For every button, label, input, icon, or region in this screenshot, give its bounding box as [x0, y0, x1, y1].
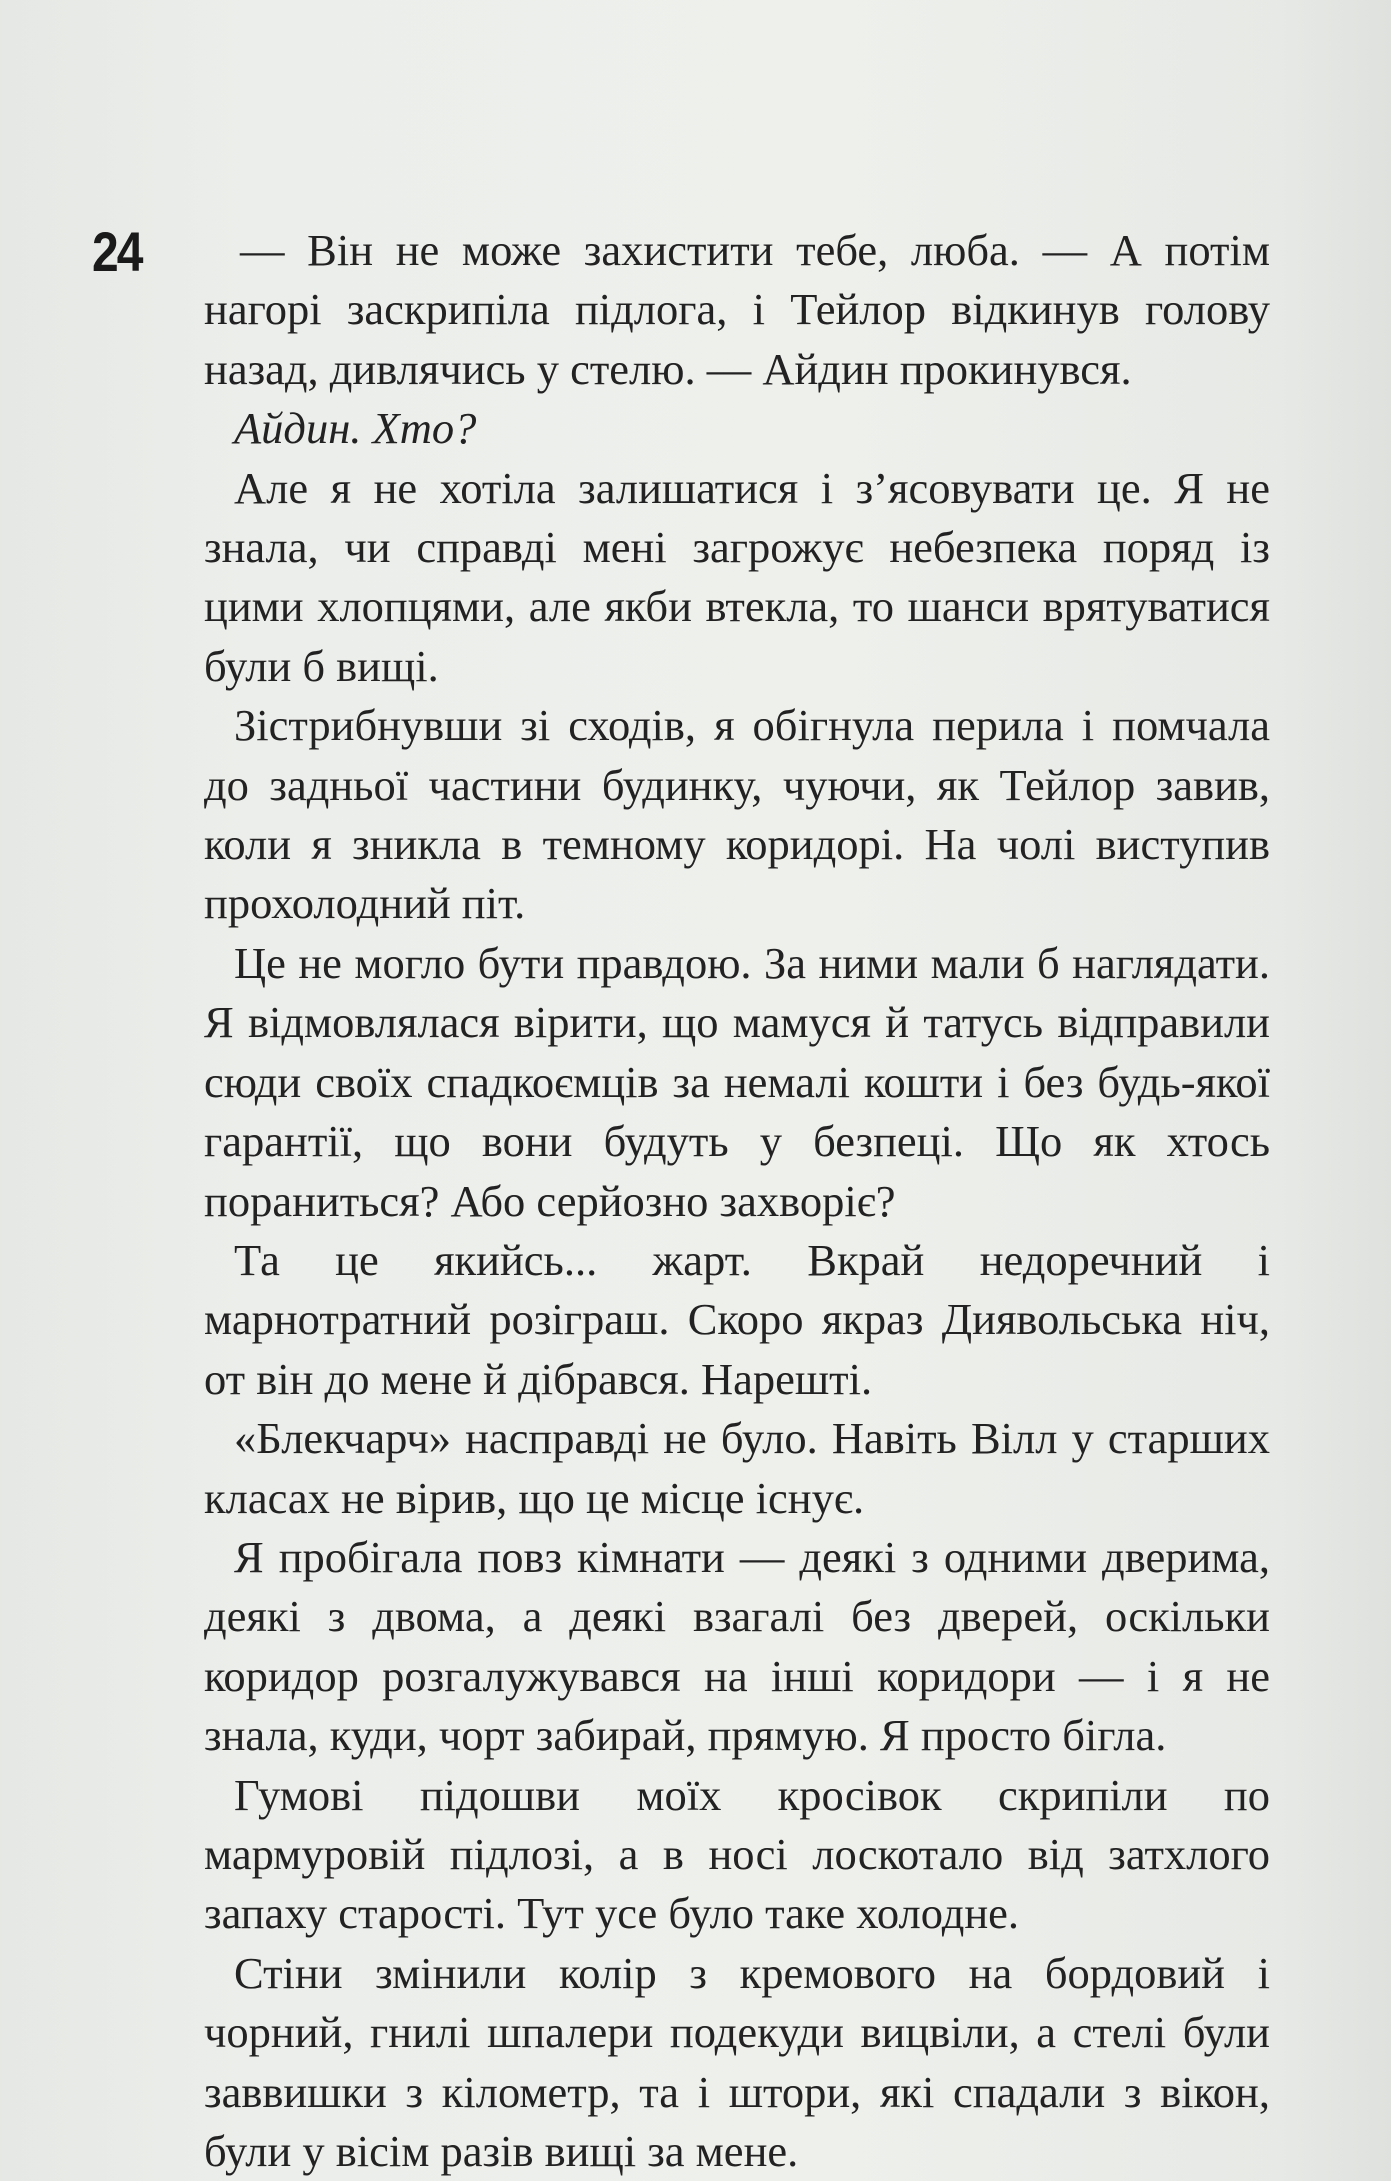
paragraph: — Він не може захистити тебе, люба. — А потім нагорі заскрипіла підлога, і Тейлор відкинув голову назад, дивлячись у стелю. — Айдин прокинувся.	[204, 225, 1270, 394]
body-text	[204, 221, 1270, 2181]
paragraph: Айдин. Хто?	[234, 403, 477, 454]
page-number: 24	[92, 222, 142, 284]
paragraph: Це не могло бути правдою. За ними мали б наглядати. Я відмовлялася вірити, що мамуся й татусь відправили сюди своїх спадкоємців за немалі кошти і без будь-якої гарантії, що вони будуть у безпеці. Що як хтось пораниться? Або серйозно захворіє?	[204, 937, 1270, 1226]
paragraph: «Блекчарч» насправді не було. Навіть Вілл у старших класах не вірив, що це місце існує.	[204, 1413, 1270, 1523]
paragraph: Зістрибнувши зі сходів, я обігнула перила і помчала до задньої частини будинку, чуючи, як Тейлор завив, коли я зникла в темному коридорі. На чолі виступив прохолодний піт.	[204, 700, 1270, 929]
paragraph: Гумові підошви моїх кросівок скрипіли по мармуровій підлозі, а в носі лоскотало від затхлого запаху старості. Тут усе було таке холодне.	[204, 1769, 1270, 1939]
paragraph: Стіни змінили колір з кремового на бордовий і чорний, гнилі шпалери подекуди вицвіли, а стелі були заввишки з кілометр, та і штори, які спадали з вікон, були у вісім разів вищі за мене.	[204, 1947, 1270, 2176]
paragraph: Та це якийсь... жарт. Вкрай недоречний і марнотратний розіграш. Скоро якраз Диявольська ніч, от він до мене й дібрався. Нарешті.	[204, 1234, 1270, 1404]
paragraph: Але я не хотіла залишатися і з’ясовувати це. Я не знала, чи справді мені загрожує небезпека поряд із цими хлопцями, але якби втекла, то шанси врятуватися були б вищі.	[204, 462, 1270, 691]
paragraph: Я пробігала повз кімнати — деякі з одними дверима, деякі з двома, а деякі взагалі без дверей, оскільки коридор розгалужувався на інші коридори — і я не знала, куди, чорт забирай, прямую. Я просто бігла.	[204, 1531, 1270, 1761]
